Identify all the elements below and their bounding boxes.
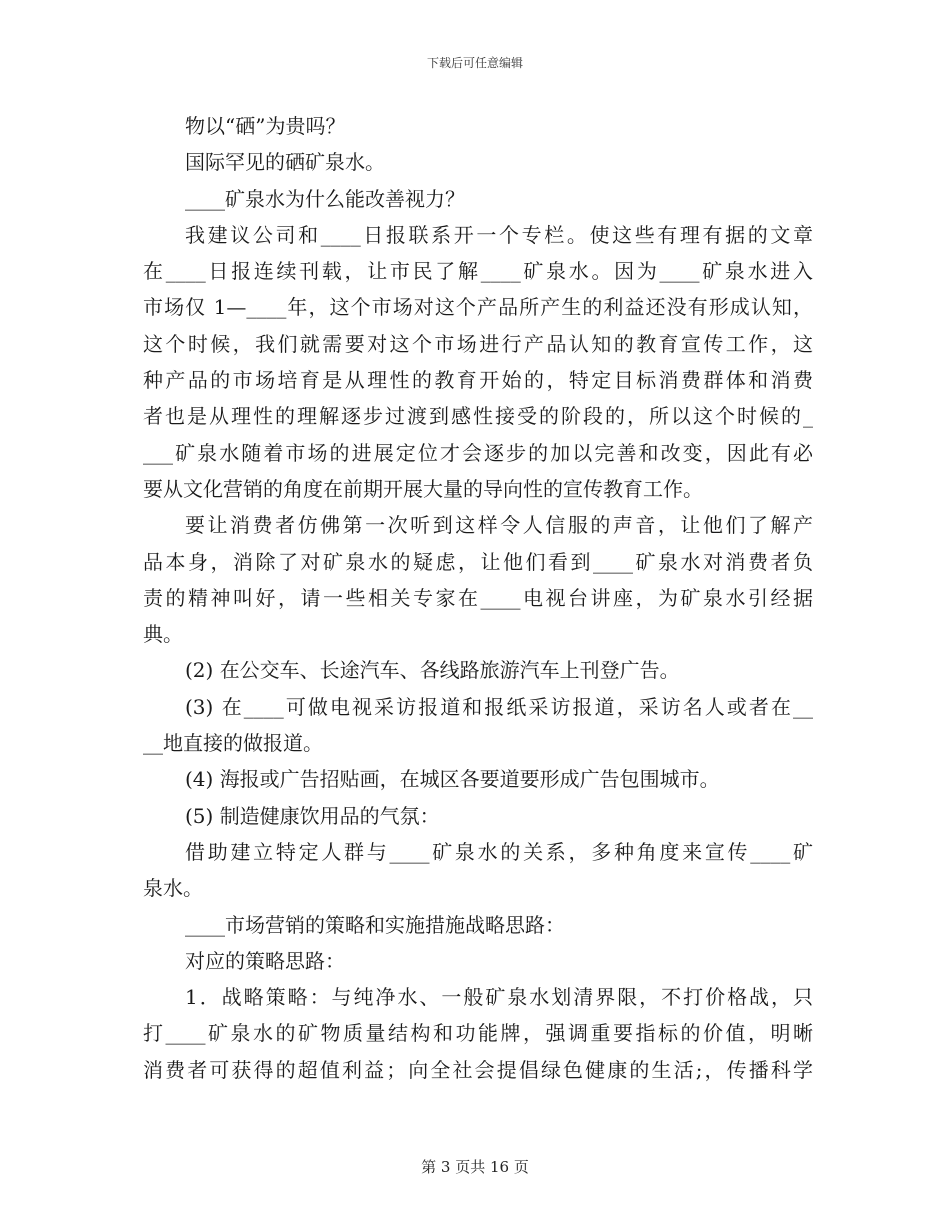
text-line: 泉水。	[143, 876, 203, 901]
text-line: (5) 制造健康饮用品的气氛：	[185, 803, 440, 828]
text-line: 1．战略策略：与纯净水、一般矿泉水划清界限，不打价格战，只	[185, 985, 813, 1010]
text-line: 打____矿泉水的矿物质量结构和功能牌，强调重要指标的价值，明晰	[143, 1021, 813, 1046]
text-line: 要从文化营销的角度在前期开展大量的导向性的宣传教育工作。	[143, 476, 703, 501]
text-line: __地直接的做报道。	[143, 731, 323, 756]
text-line: 者也是从理性的理解逐步过渡到感性接受的阶段的，所以这个时候的_	[143, 404, 813, 429]
text-line: 种产品的市场培育是从理性的教育开始的，特定目标消费群体和消费	[143, 368, 813, 393]
page-header: 下载后可任意编辑	[426, 56, 523, 70]
text-line: 借助建立特定人群与____矿泉水的关系，多种角度来宣传____矿	[185, 839, 813, 864]
text-line: 在____日报连续刊载，让市民了解____矿泉水。因为____矿泉水进入	[143, 259, 813, 284]
text-line: (3) 在____可做电视采访报道和报纸采访报道，采访名人或者在__	[185, 694, 813, 719]
text-line: 典。	[143, 622, 183, 647]
text-line: 这个时候，我们就需要对这个市场进行产品认知的教育宣传工作，这	[143, 331, 813, 356]
text-line: ___矿泉水随着市场的进展定位才会逐步的加以完善和改变，因此有必	[143, 440, 813, 465]
text-line: 物以“硒”为贵吗？	[185, 114, 346, 138]
text-line: 品本身，消除了对矿泉水的疑虑，让他们看到____矿泉水对消费者负	[143, 549, 813, 574]
text-line: 市场仅 1—____年，这个市场对这个产品所产生的利益还没有形成认知，	[143, 295, 813, 320]
text-line: ____市场营销的策略和实施措施战略思路：	[185, 912, 565, 937]
text-line: (4) 海报或广告招贴画，在城区各要道要形成广告包围城市。	[185, 767, 720, 792]
document-body	[143, 108, 813, 1088]
text-line: 对应的策略思路：	[185, 948, 345, 973]
text-line: 责的精神叫好，请一些相关专家在____电视台讲座，为矿泉水引经据	[143, 585, 813, 610]
text-line: 要让消费者仿佛第一次听到这样令人信服的声音，让他们了解产	[185, 513, 813, 538]
text-line: ____矿泉水为什么能改善视力？	[185, 186, 465, 211]
page-footer: 第 3 页共 16 页	[421, 1158, 529, 1176]
text-line: 我建议公司和____日报联系开一个专栏。使这些有理有据的文章	[185, 222, 813, 247]
text-line: 国际罕见的硒矿泉水。	[185, 150, 385, 175]
text-line: 消费者可获得的超值利益；向全社会提倡绿色健康的生活;，传播科学	[143, 1057, 813, 1082]
text-line: (2) 在公交车、长途汽车、各线路旅游汽车上刊登广告。	[185, 658, 680, 683]
